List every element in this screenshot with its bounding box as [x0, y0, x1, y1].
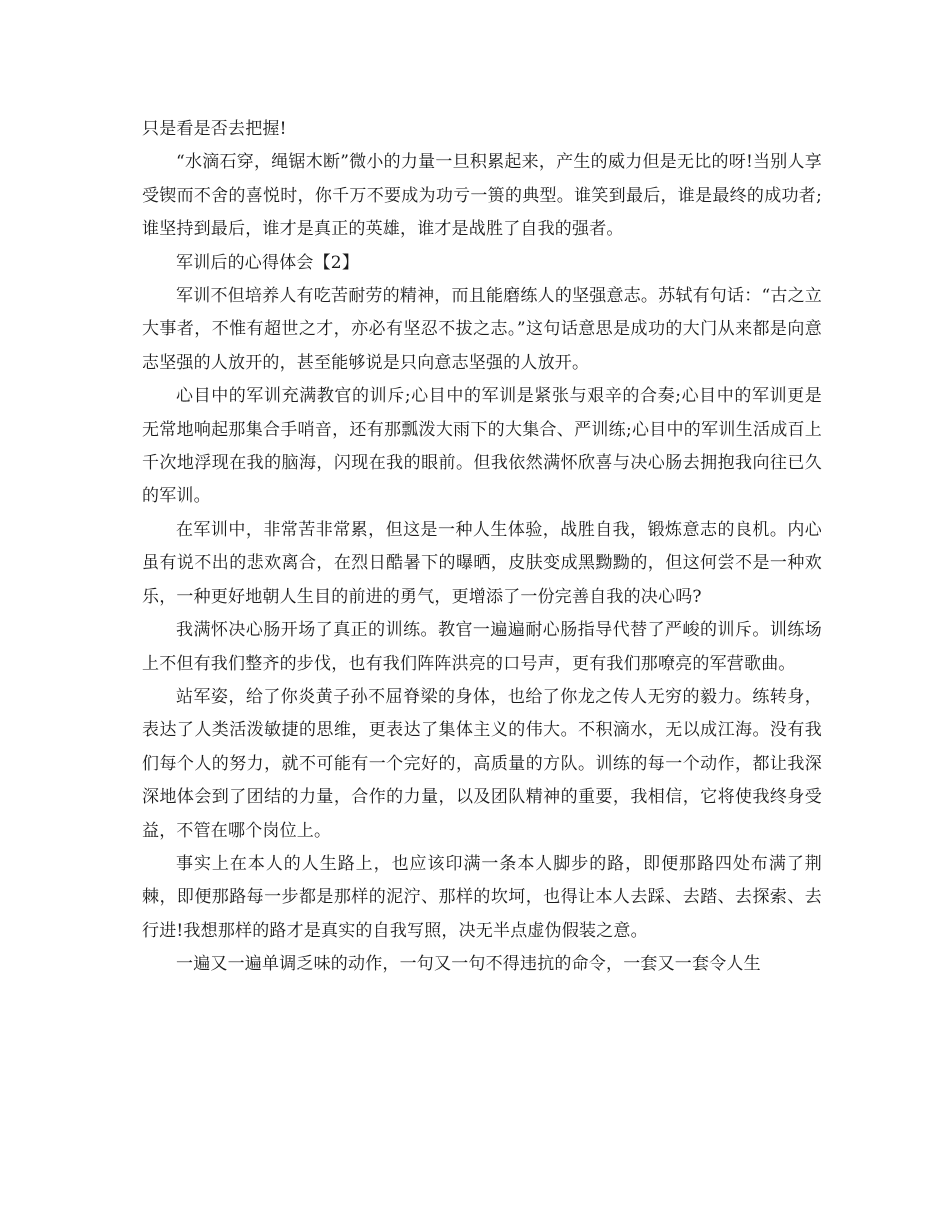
paragraph: 我满怀决心肠开场了真正的训练。教官一遍遍耐心肠指导代替了严峻的训斥。训练场上不但有我们整齐的步伐，也有我们阵阵洪亮的口号声，更有我们那嘹亮的军营歌曲。: [142, 620, 822, 674]
paragraph: 军训不但培养人有吃苦耐劳的精神，而且能磨练人的坚强意志。苏轼有句话：“古之立大事者，不惟有超世之才，亦必有坚忍不拔之志。”这句话意思是成功的大门从来都是向意志坚强的人放开的，甚至能够说是只向意志坚强的人放开。: [142, 286, 822, 373]
paragraph: 事实上在本人的人生路上，也应该印满一条本人脚步的路，即便那路四处布满了荆棘，即便那路每一步都是那样的泥泞、那样的坎坷，也得让本人去踩、去踏、去探索、去行进!我想那样的路才是真实的自我写照，决无半点虚伪假装之意。: [142, 853, 822, 941]
paragraph-continuation: 只是看是否去把握!: [142, 119, 287, 139]
paragraph: “水滴石穿，绳锯木断”微小的力量一旦积累起来，产生的威力但是无比的呀!当别人享受锲而不舍的喜悦时，你千万不要成为功亏一篑的典型。谁笑到最后，谁是最终的成功者;谁坚持到最后，谁才是真正的英雄，谁才是战胜了自我的强者。: [142, 152, 822, 240]
paragraph: 在军训中，非常苦非常累，但这是一种人生体验，战胜自我，锻炼意志的良机。内心虽有说不出的悲欢离合，在烈日酷暑下的曝晒，皮肤变成黑黝黝的，但这何尝不是一种欢乐，一种更好地朝人生目的前进的勇气，更增添了一份完善自我的决心吗?: [142, 519, 822, 607]
document-body: [142, 113, 822, 982]
paragraph: 一遍又一遍单调乏味的动作，一句又一句不得违抗的命令，一套又一套令人生: [176, 954, 761, 975]
paragraph: 站军姿，给了你炎黄子孙不屈脊梁的身体，也给了你龙之传人无穷的毅力。练转身，表达了人类活泼敏捷的思维，更表达了集体主义的伟大。不积滴水，无以成江海。没有我们每个人的努力，就不可能有一个完好的，高质量的方队。训练的每一个动作，都让我深深地体会到了团结的力量，合作的力量，以及团队精神的重要，我相信，它将使我终身受益，不管在哪个岗位上。: [142, 686, 822, 841]
section-heading: 军训后的心得体会【2】: [176, 252, 360, 273]
paragraph: 心目中的军训充满教官的训斥;心目中的军训是紧张与艰辛的合奏;心目中的军训更是无常地响起那集合手哨音，还有那瓢泼大雨下的大集合、严训练;心目中的军训生活成百上千次地浮现在我的脑海，闪现在我的眼前。但我依然满怀欣喜与决心肠去拥抱我向往已久的军训。: [142, 386, 822, 507]
